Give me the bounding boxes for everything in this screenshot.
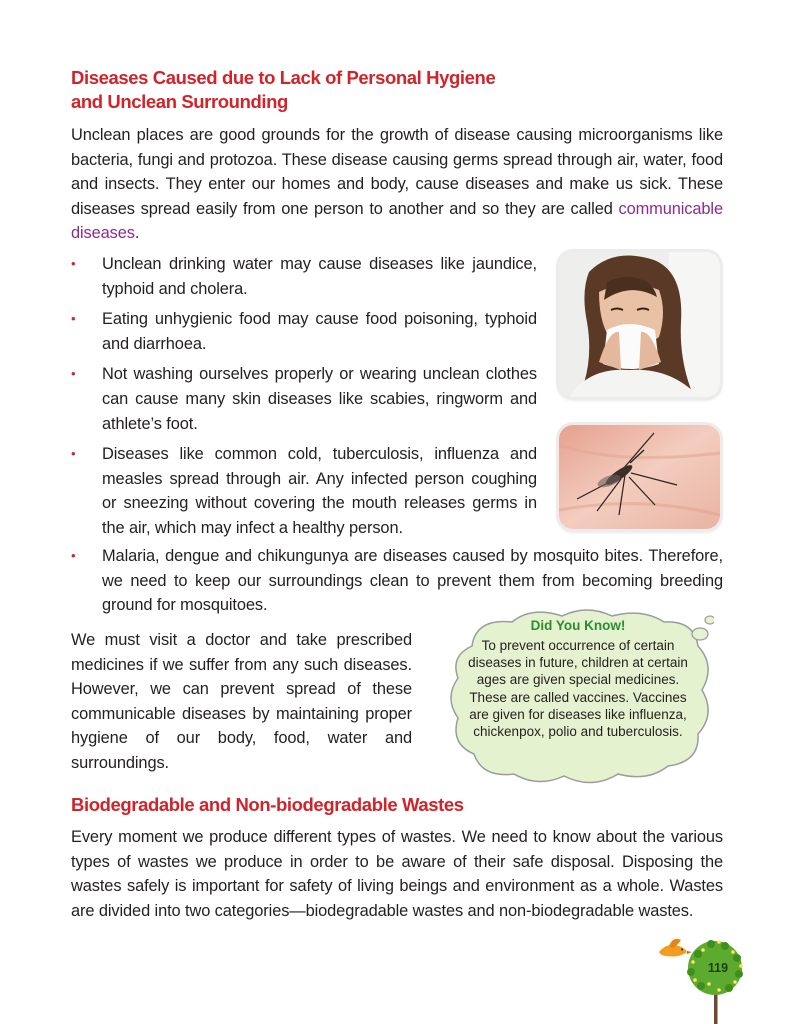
mosquito-on-skin-photo [559,425,720,529]
bullet-text: Malaria, dengue and chikungunya are diseases caused by mosquito bites. Therefore, we need to keep our surroundings clean to prevent them from becoming breeding ground for mosquitoes. [102,547,723,615]
bullet-icon: • [71,446,76,462]
bird-icon [659,939,692,957]
bullet-text: Not washing ourselves properly or wearing unclean clothes can cause many skin diseases like scabies, ringworm and athlete’s foot. [102,365,537,433]
communicable-diseases-term: communicable diseases [71,199,723,243]
intro-end: . [134,224,140,243]
bullet-icon: • [71,366,76,382]
closing-paragraph: We must visit a doctor and take prescribed medicines if we suffer from any such diseases. However, we can prevent spread of these communicable diseases by maintaining proper hygiene of our body, food, water and surroundings. [71,631,412,772]
disease-bullet-list [71,252,537,547]
did-you-know-text: To prevent occurrence of certain diseases in future, children at certain ages are given special medicines. These are called vaccines. Vaccines are given for diseases like influenza, chickenpox, polio and tuberculosis. [468,638,688,740]
section-heading-hygiene [71,66,591,114]
bullet-icon: • [71,548,76,563]
bullet-text: Eating unhygienic food may cause food poisoning, typhoid and diarrhoea. [102,310,537,353]
list-item [71,362,537,436]
woman-sneezing-photo [559,252,720,397]
wastes-paragraph: Every moment we produce different types of wastes. We need to know about the various types of wastes we produce in order to be aware of their safe disposal. Disposing the wastes safely is important for safety of living beings and environment as a whole. Wastes are divided into two categories—biodegradable wastes and non-biodegradable wastes. [71,828,723,920]
bullet-icon: • [71,311,76,327]
did-you-know-box [442,606,714,792]
list-item [71,252,537,301]
tree-page-marker-icon [653,932,753,1024]
section-heading-wastes: Biodegradable and Non-biodegradable Wastes [71,794,464,815]
heading-line-2: and Unclean Surrounding [71,91,288,112]
bullet-icon: • [71,256,76,271]
list-item [71,307,537,356]
page-number: 119 [707,961,729,975]
list-item [71,442,537,540]
intro-paragraph [71,123,723,246]
heading-line-1: Diseases Caused due to Lack of Personal Hygiene [71,67,496,88]
bullet-text: Diseases like common cold, tuberculosis, influenza and measles spread through air. Any infected person coughing or sneezing without covering the mouth releases germs in the air, which may infect a healthy person. [102,445,537,537]
did-you-know-title: Did You Know! [530,618,626,633]
bullet-text: Unclean drinking water may cause diseases like jaundice, typhoid and cholera. [102,255,537,298]
intro-text: Unclean places are good grounds for the growth of disease causing microorganisms like bacteria, fungi and protozoa. These disease causing germs spread through air, water, food and insects. They enter our homes and body, cause diseases and make us sick. These diseases spread easily from one person to another and so they are called [71,126,723,218]
